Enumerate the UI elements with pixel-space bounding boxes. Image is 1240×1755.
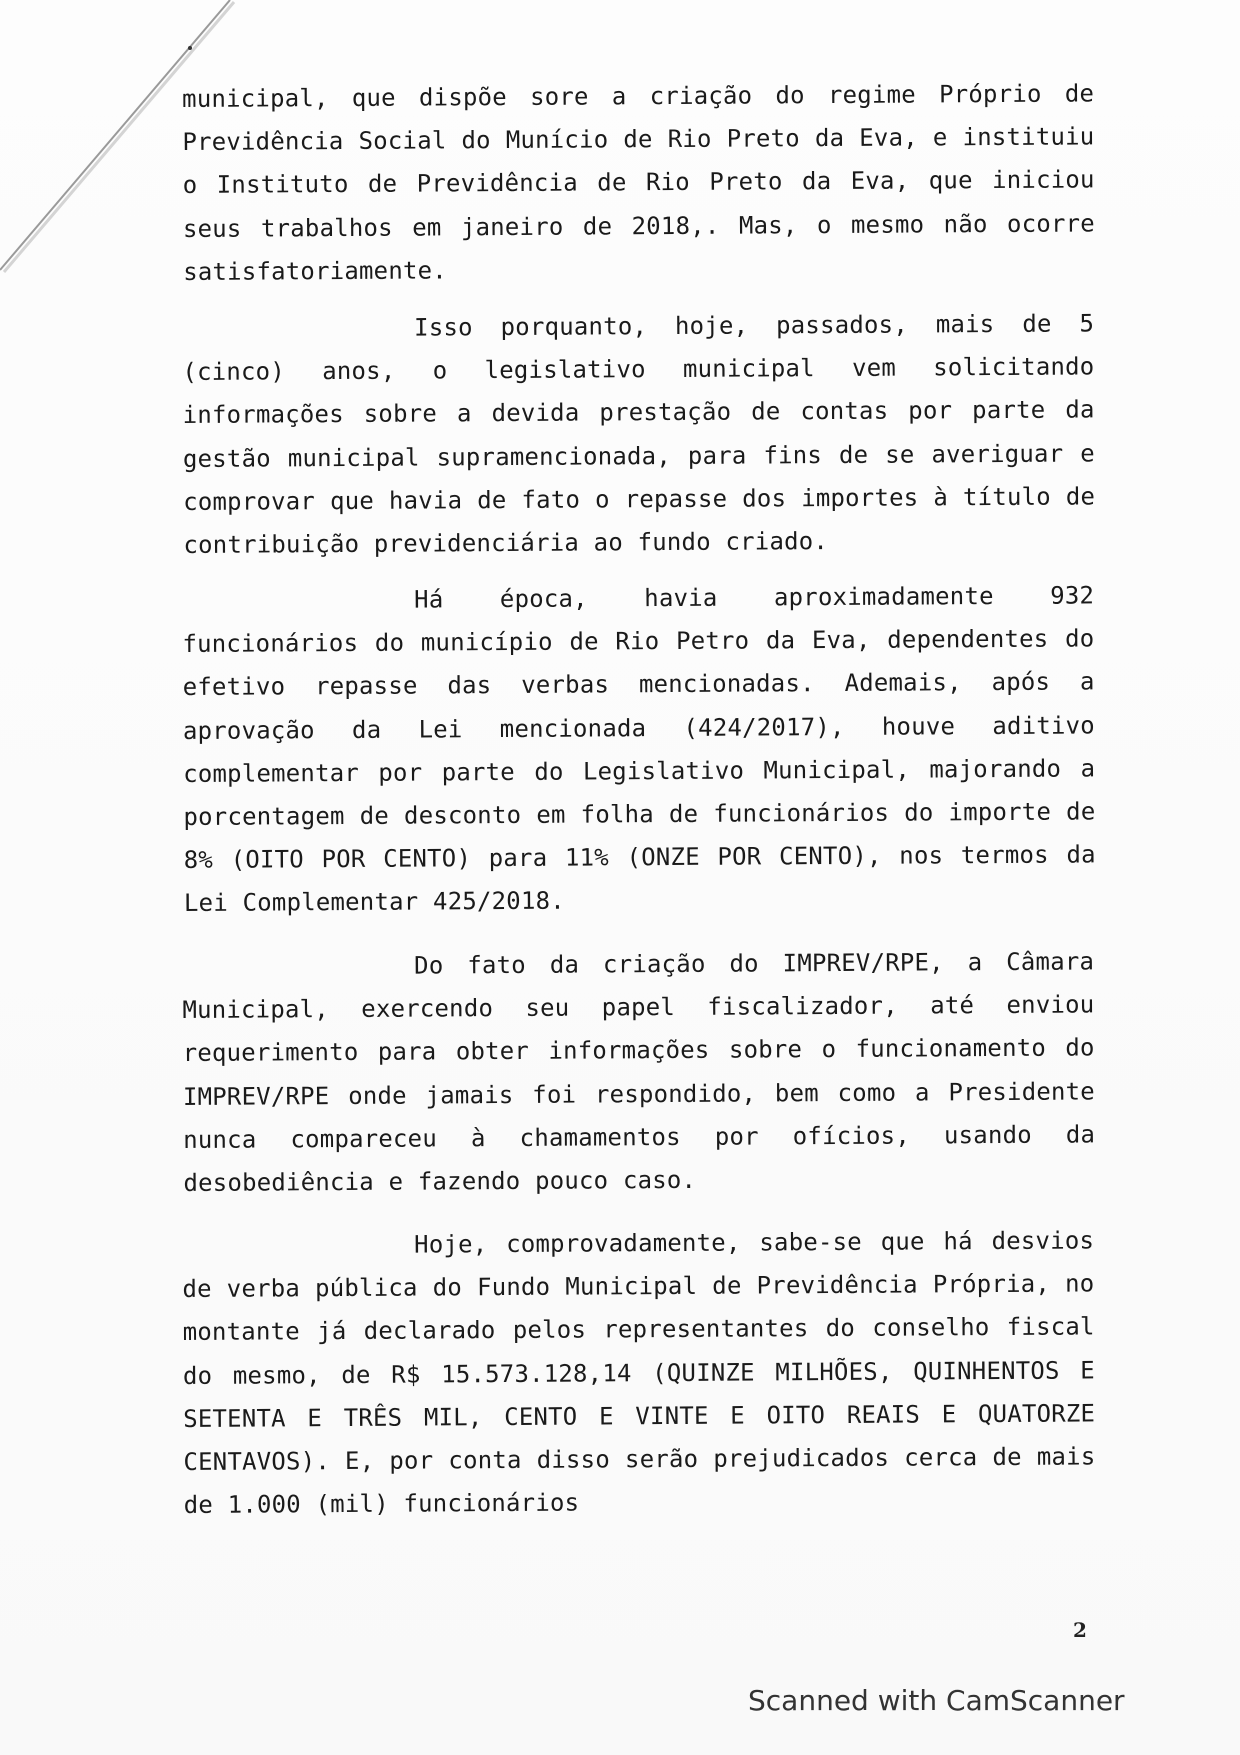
paragraph-text: Isso porquanto, hoje, passados, mais de 5 (cinco) anos, o legislativo municipal vem solicitando informações sobre a devida prestação de contas por parte da gestão municipal supramencionada, para fins de se averiguar e comprovar que havia de fato o repasse dos importes à título de contribuição previdenciária ao fundo criado. <box>182 309 1096 560</box>
scanner-watermark: Scanned with CamScanner <box>748 1684 1125 1717</box>
paragraph-1 <box>182 72 1095 294</box>
paragraph-text: Hoje, comprovadamente, sabe-se que há desvios de verba pública do Fundo Municipal de Previdência Própria, no montante já declarado pelos representantes do conselho fiscal do mesmo, de R$ 15.573.128,14 (QUINZE MILHÕES, QUINHENTOS E SETENTA E TRÊS MIL, CENTO E VINTE E OITO REAIS E QUATORZE CENTAVOS). E, por conta disso serão prejudicados cerca de mais de 1.000 (mil) funcionários <box>182 1226 1096 1520</box>
paragraph-text: municipal, que dispõe sore a criação do regime Próprio de Previdência Social do Munício de Rio Preto da Eva, e instituiu o Instituto de Previdência de Rio Preto da Eva, que iniciou seus trabalhos em janeiro de 2018,. Mas, o mesmo não ocorre satisfatoriamente. <box>182 79 1095 286</box>
paragraph-2 <box>182 302 1096 567</box>
paragraph-5 <box>182 1219 1096 1527</box>
paragraph-4 <box>182 940 1096 1205</box>
paragraph-3 <box>182 574 1096 925</box>
page-number: 2 <box>1073 1618 1087 1642</box>
paragraph-text: Há época, havia aproximadamente 932 funcionários do município de Rio Petro da Eva, dependentes do efetivo repasse das verbas mencionadas. Ademais, após a aprovação da Lei mencionada (424/2017), houve aditivo complementar por parte do Legislativo Municipal, majorando a porcentagem de desconto em folha de funcionários do importe de 8% (OITO POR CENTO) para 11% (ONZE POR CENTO), nos termos da Lei Complementar 425/2018. <box>182 581 1096 918</box>
paragraph-text: Do fato da criação do IMPREV/RPE, a Câmara Municipal, exercendo seu papel fiscalizador, até enviou requerimento para obter informações sobre o funcionamento do IMPREV/RPE onde jamais foi respondido, bem como a Presidente nunca compareceu à chamamentos por ofícios, usando da desobediência e fazendo pouco caso. <box>182 947 1096 1198</box>
